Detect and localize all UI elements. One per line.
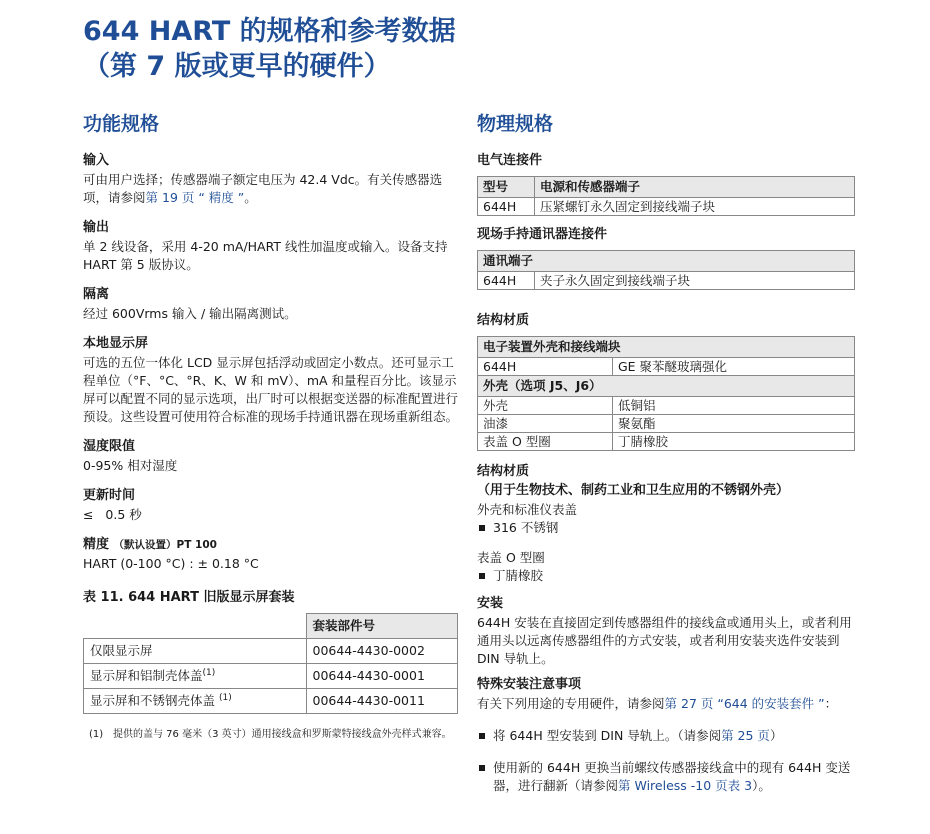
table-cell-part: 外壳 (478, 397, 613, 415)
accuracy-page-link[interactable]: 第 19 页 “ 精度 ” (145, 190, 245, 205)
table-cell-model: 644H (478, 198, 535, 216)
bullet-square-icon (479, 765, 485, 771)
table-row (478, 433, 855, 451)
table-cell-part: 00644-4430-0001 (306, 664, 458, 689)
page-title (83, 14, 456, 84)
update-heading: 更新时间 (83, 488, 136, 503)
wireless-table-link[interactable]: 第 Wireless -10 页表 3 (618, 778, 753, 793)
din-rail-text-end: ） (769, 728, 783, 743)
communicator-connections-table (477, 250, 855, 290)
mounting-kits-link[interactable]: 第 27 页 “644 的安装套件 ” (664, 696, 825, 711)
table-footnote (83, 728, 458, 742)
din-rail-text: 将 644H 型安装到 DIN 导轨上。（请参阅 (493, 728, 722, 743)
page-title-line1: 644 HART 的规格和参考数据 (83, 16, 456, 47)
special-mounting-spec (477, 676, 855, 795)
input-spec (83, 152, 458, 207)
table-header-model: 型号 (478, 177, 535, 198)
ss-materials-subheading: （用于生物技术、制药工业和卫生应用的不锈钢外壳） (477, 483, 790, 498)
list-item (477, 759, 855, 795)
electrical-connections-heading: 电气连接件 (477, 153, 543, 168)
table-row (478, 358, 855, 376)
output-text: 单 2 线设备，采用 4-20 mA/HART 线性加温度或输入。设备支持 HART 第 5 版协议。 (83, 239, 448, 272)
table-cell-label-text: 显示屏和不锈钢壳体盖 (90, 693, 216, 708)
humidity-text: 0-95% 相对湿度 (83, 458, 178, 473)
table-cell-value: 聚氨酯 (613, 415, 855, 433)
table-cell-label-text: 显示屏和铝制壳体盖 (90, 668, 203, 683)
table-cell-label (84, 689, 307, 714)
ss-materials-heading: 结构材质 (477, 464, 530, 479)
materials-table (477, 336, 855, 451)
display-heading: 本地显示屏 (83, 336, 149, 351)
input-text-end: 。 (244, 190, 257, 205)
page-title-line2: （第 7 版或更早的硬件） (83, 51, 391, 82)
table-header-comm-terminals: 通讯端子 (478, 251, 855, 272)
table-header-electronics-housing: 电子装置外壳和接线端块 (478, 337, 855, 358)
ss-materials-spec (477, 463, 855, 585)
list-item-text (493, 727, 782, 745)
output-spec (83, 219, 458, 274)
mounting-spec (477, 595, 855, 668)
list-item-text: 丁腈橡胶 (493, 568, 544, 583)
table-cell-value: 丁腈橡胶 (613, 433, 855, 451)
bullet-square-icon (479, 733, 485, 739)
physical-specs-title: 物理规格 (477, 113, 554, 135)
table-cell-part: 表盖 O 型圈 (478, 433, 613, 451)
table-header-row (478, 337, 855, 358)
footnote-number: (1) (89, 729, 104, 740)
functional-specs-title: 功能规格 (83, 113, 160, 135)
isolation-spec (83, 286, 458, 323)
special-mounting-intro (477, 695, 855, 713)
special-intro-text: 有关下列用途的专用硬件，请参阅 (477, 696, 665, 711)
table-header-row (478, 376, 855, 397)
update-spec (83, 487, 458, 524)
list-item (477, 727, 855, 745)
special-intro-end: ： (824, 696, 838, 711)
table-header-row (84, 614, 458, 639)
table-cell-part: 油漆 (478, 415, 613, 433)
table-row (478, 397, 855, 415)
input-heading: 输入 (83, 153, 110, 168)
table-header-row (478, 251, 855, 272)
table-header-enclosure: 外壳（选项 J5、J6） (478, 376, 855, 397)
physical-specs-column (477, 110, 855, 807)
accuracy-subheading: （默认设置）PT 100 (113, 539, 217, 551)
input-text (83, 171, 458, 207)
isolation-heading: 隔离 (83, 287, 110, 302)
electrical-connections-table (477, 176, 855, 216)
retrofit-text: 使用新的 644H 更换当前螺纹传感器接线盒中的现有 644H 变送器，进行翻新（请参阅 (493, 760, 851, 793)
table-cell-value: 夹子永久固定到接线端子块 (535, 272, 855, 290)
ss-housing-label: 外壳和标准仪表盖 (477, 502, 578, 517)
list-item (477, 519, 855, 537)
footnote-text: 提供的盖与 76 毫米（3 英寸）通用接线盒和罗斯蒙特接线盒外壳样式兼容。 (113, 729, 452, 740)
table-row (84, 639, 458, 664)
list-item (477, 567, 855, 585)
table-row (84, 664, 458, 689)
accuracy-text: HART (0-100 °C) : ± 0.18 °C (83, 556, 259, 571)
list-item-text: 316 不锈钢 (493, 520, 559, 535)
list-item-text (493, 759, 855, 795)
display-text: 可选的五位一体化 LCD 显示屏包括浮动或固定小数点。还可显示工程单位（°F、°C、°R、K、W 和 mV）、mA 和量程百分比。该显示屏可以配置不同的显示选项，出厂时可以根据变送器的标准配置进行预设。这些设置可使用符合标准的现场手持通讯器在现场重新组态。 (83, 355, 459, 424)
output-heading: 输出 (83, 220, 110, 235)
display-kit-table-caption: 表 11. 644 HART 旧版显示屏套装 (83, 590, 295, 605)
table-cell-label (84, 664, 307, 689)
communicator-connections-heading: 现场手持通讯器连接件 (477, 227, 608, 242)
input-text-body: 可由用户选择；传感器端子额定电压为 42.4 Vdc。有关传感器选项，请参阅 (83, 172, 443, 205)
table-cell-model: 644H (478, 272, 535, 290)
special-mounting-heading: 特殊安装注意事项 (477, 677, 582, 692)
mounting-heading: 安装 (477, 596, 504, 611)
table-header-part-number: 套装部件号 (306, 614, 458, 639)
humidity-heading: 湿度限值 (83, 439, 136, 454)
table-cell-model: 644H (478, 358, 613, 376)
table-cell-value: 低铜铝 (613, 397, 855, 415)
table-cell-label: 仅限显示屏 (84, 639, 307, 664)
table-cell-part: 00644-4430-0011 (306, 689, 458, 714)
table-cell-part: 00644-4430-0002 (306, 639, 458, 664)
table-header-row (478, 177, 855, 198)
table-header-terminals: 电源和传感器端子 (535, 177, 855, 198)
materials-heading: 结构材质 (477, 313, 530, 328)
accuracy-spec (83, 536, 458, 573)
bullet-square-icon (479, 525, 485, 531)
isolation-text: 经过 600Vrms 输入 / 输出隔离测试。 (83, 306, 297, 321)
bullet-square-icon (479, 573, 485, 579)
update-text: ≤ 0.5 秒 (83, 507, 142, 522)
accuracy-heading (83, 536, 458, 554)
display-kit-table (83, 613, 458, 714)
humidity-spec (83, 438, 458, 475)
table-row (478, 272, 855, 290)
table-row (84, 689, 458, 714)
footnote-ref[interactable]: (1) (202, 667, 216, 678)
functional-specs-column (83, 110, 458, 742)
table-cell-value: GE 聚苯醚玻璃强化 (613, 358, 855, 376)
table-row (478, 415, 855, 433)
table-header-empty (84, 614, 307, 639)
mounting-text: 644H 安装在直接固定到传感器组件的接线盒或通用头上，或者利用通用头以远离传感器组件的方式安装，或者利用安装夹选件安装到 DIN 导轨上。 (477, 615, 852, 666)
footnote-ref[interactable]: (1) (219, 692, 232, 703)
accuracy-heading-text: 精度 (83, 537, 110, 552)
table-cell-value: 压紧螺钉永久固定到接线端子块 (535, 198, 855, 216)
ss-oring-label: 表盖 O 型圈 (477, 550, 545, 565)
retrofit-text-end: ）。 (752, 778, 771, 793)
table-row (478, 198, 855, 216)
display-spec (83, 335, 458, 426)
page-25-link[interactable]: 第 25 页 (721, 728, 770, 743)
